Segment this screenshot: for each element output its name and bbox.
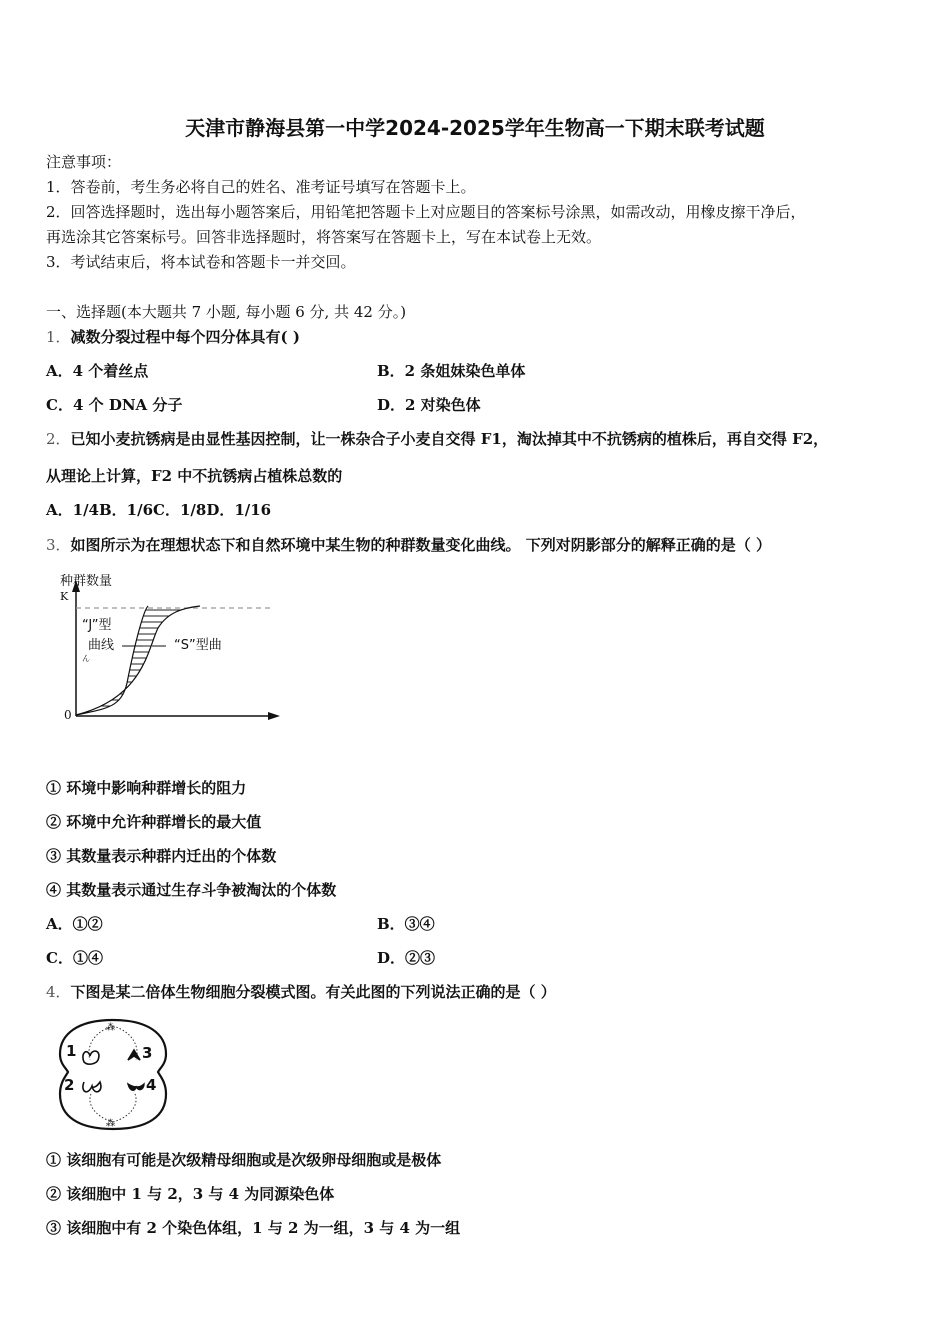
question-number: 4． [46,983,71,1001]
chromosome-label-2: 2 [64,1076,75,1094]
s-curve-label: “S”型曲 [174,638,222,653]
notice-heading: 注意事项： [46,153,122,171]
question-stem: 减数分裂过程中每个四分体具有( ) [70,328,300,346]
j-curve-label: “J”型 [82,618,112,633]
question-2 [46,429,828,449]
origin-label: 0 [64,708,72,722]
q3-statement-2: ② 环境中允许种群增长的最大值 [46,813,262,831]
svg-text:⁂: ⁂ [106,1119,115,1129]
notice-item-3: 3．考试结束后，将本试卷和答题卡一并交回。 [46,253,356,271]
q4-statement-3: ③ 该细胞中有 2 个染色体组，1 与 2 为一组，3 与 4 为一组 [46,1219,461,1237]
q3-statement-1: ① 环境中影响种群增长的阻力 [46,779,247,797]
section-heading: 一、选择题(本大题共 7 小题, 每小题 6 分, 共 42 分。) [46,303,407,321]
y-axis-label: 种群数量 [60,574,113,589]
q3-option-c: C．①④ [46,949,103,967]
q3-statement-3: ③ 其数量表示种群内迁出的个体数 [46,847,277,865]
population-growth-figure [48,568,288,728]
q2-stem-line-2: 从理论上计算，F2 中不抗锈病占植株总数的 [46,467,343,485]
q4-statement-1: ① 该细胞有可能是次级精母细胞或是次级卵母细胞或是极体 [46,1151,442,1169]
question-stem-line-1: 已知小麦抗锈病是由显性基因控制，让一株杂合子小麦自交得 F1，淘汰掉其中不抗锈病的植株后，再自交得 F2， [70,430,829,448]
question-number: 1． [46,328,71,346]
q1-option-a: A．4 个着丝点 [46,362,149,380]
question-number: 3． [46,536,71,554]
stray-mark: ん [82,654,90,663]
question-stem: 下图是某二倍体生物细胞分裂模式图。有关此图的下列说法正确的是（ ） [70,983,556,1001]
chromosome-label-1: 1 [66,1042,77,1060]
notice-item-2-cont: 再选涂其它答案标号。回答非选择题时，将答案写在答题卡上，写在本试卷上无效。 [46,228,602,246]
chromosome-label-4: 4 [146,1076,157,1094]
q3-statement-4: ④ 其数量表示通过生存斗争被淘汰的个体数 [46,881,337,899]
cell-division-figure [48,1012,178,1137]
question-3 [46,535,771,555]
question-number: 2． [46,430,71,448]
q3-option-b: B．③④ [377,915,435,933]
q1-option-b: B．2 条姐妹染色单体 [377,362,526,380]
q2-options: A．1/4B．1/6C．1/8D．1/16 [46,501,272,519]
exam-title: 天津市静海县第一中学2024-2025学年生物高一下期末联考试题 [185,116,765,140]
notice-item-2: 2．回答选择题时，选出每小题答案后，用铅笔把答题卡上对应题目的答案标号涂黑，如需改动，用橡皮擦干净后， [46,203,806,221]
k-label: K [60,590,69,603]
q1-option-c: C．4 个 DNA 分子 [46,396,183,414]
q4-statement-2: ② 该细胞中 1 与 2，3 与 4 为同源染色体 [46,1185,335,1203]
svg-text:⁂: ⁂ [106,1023,115,1033]
q1-option-d: D．2 对染色体 [377,396,481,414]
q3-option-d: D．②③ [377,949,436,967]
question-stem: 如图所示为在理想状态下和自然环境中某生物的种群数量变化曲线。 下列对阴影部分的解释正确的是（ ） [70,536,771,554]
q3-option-a: A．①② [46,915,103,933]
notice-item-1: 1．答卷前，考生务必将自己的姓名、准考证号填写在答题卡上。 [46,178,476,196]
chromosome-label-3: 3 [142,1044,153,1062]
question-4 [46,982,556,1002]
question-1 [46,327,300,347]
j-curve-label-line-2: 曲线 [88,638,115,653]
